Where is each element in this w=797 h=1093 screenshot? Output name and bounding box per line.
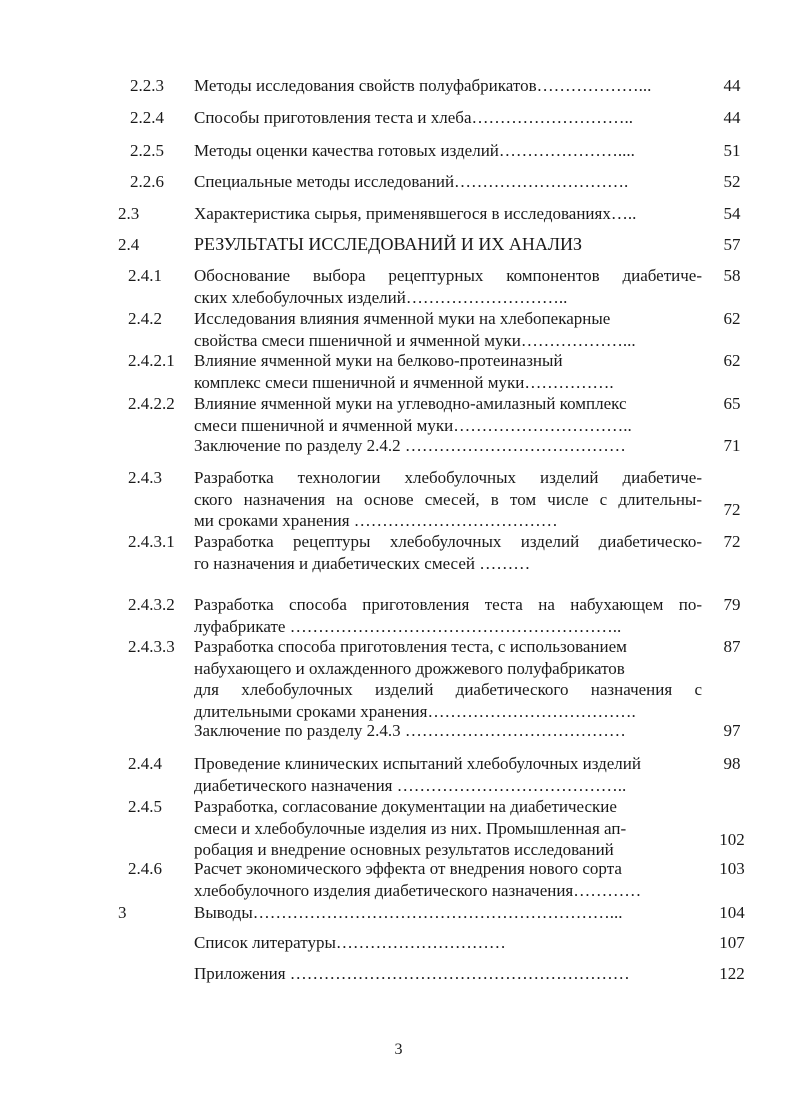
toc-entry-page: 58 — [723, 266, 741, 285]
toc-entry-number: 2.4.3 — [128, 468, 162, 487]
toc-entry-title-line: Специальные методы исследований…………………………. — [194, 172, 629, 191]
toc-entry-page: 44 — [723, 76, 741, 95]
toc-entry-title-line: робация и внедрение основных результатов исследований — [194, 840, 614, 859]
toc-entry-number: 2.4.5 — [128, 797, 162, 816]
toc-entry-title-line: хлебобулочного изделия диабетического назначения………… — [194, 880, 642, 900]
toc-entry-title — [194, 75, 702, 97]
toc-entry-title-line: Приложения …………………………………………………… — [194, 964, 630, 983]
toc-entry-page: 72 — [723, 532, 741, 551]
toc-entry-number: 2.4.6 — [128, 859, 162, 878]
toc-entry-page: 104 — [719, 903, 745, 922]
toc-entry-title-line: Проведение клинических испытаний хлебобулочных изделий — [194, 754, 641, 773]
toc-entry-title-line: комплекс смеси пшеничной и ячменной муки……………. — [194, 372, 614, 392]
toc-entry-title-line: Исследования влияния ячменной муки на хлебопекарные — [194, 309, 611, 328]
toc-entry-title — [194, 203, 702, 225]
toc-entry-title-line: набухающего и охлажденного дрожжевого полуфабрикатов — [194, 658, 625, 678]
toc-entry-number: 2.4.3.2 — [128, 595, 175, 614]
toc-entry-page: 57 — [723, 235, 741, 254]
toc-entry-title — [194, 963, 702, 985]
toc-entry-number: 2.2.6 — [130, 172, 164, 191]
toc-entry-page: 52 — [723, 172, 741, 191]
toc-entry-title-line: Разработка, согласование документации на диабетические — [194, 797, 617, 816]
toc-entry-title-line: свойства смеси пшеничной и ячменной муки………………... — [194, 330, 636, 350]
toc-entry-title-line: луфабрикате ………………………………………………….. — [194, 616, 622, 636]
toc-entry-title-line: Заключение по разделу 2.4.2 ………………………………… — [194, 436, 626, 455]
toc-entry-title-line: го назначения и диабетических смесей ……… — [194, 553, 531, 573]
toc-entry-title-line: ского назначения на основе смесей, в том числе с длительны- — [194, 489, 702, 509]
toc-entry-page: 87 — [723, 637, 741, 656]
toc-entry-title-line: Разработка технологии хлебобулочных изделий диабетиче- — [194, 468, 702, 487]
toc-entry-title — [194, 858, 702, 901]
toc-entry-page: 79 — [723, 595, 741, 614]
toc-entry-title-line: ских хлебобулочных изделий……………………….. — [194, 287, 568, 307]
toc-entry-title-line: Обоснование выбора рецептурных компонентов диабетиче- — [194, 266, 702, 285]
toc-entry-page: 102 — [719, 830, 745, 850]
toc-entry-title-line: Влияние ячменной муки на белково-протеиназный — [194, 351, 563, 370]
toc-entry-title-line: для хлебобулочных изделий диабетического назначения с — [194, 680, 702, 699]
toc-entry-page: 107 — [719, 933, 745, 952]
toc-entry-page: 51 — [723, 141, 741, 160]
toc-entry-number: 2.4.1 — [128, 266, 162, 285]
toc-entry-page: 103 — [719, 859, 745, 878]
toc-entry-title — [194, 393, 702, 436]
toc-entry-page: 65 — [723, 394, 741, 413]
toc-entry-title — [194, 902, 702, 924]
toc-entry-number: 3 — [118, 903, 127, 922]
toc-entry-title-line: Разработка рецептуры хлебобулочных изделий диабетическо- — [194, 532, 702, 551]
toc-entry-title — [194, 467, 702, 532]
page-number: 3 — [394, 1041, 403, 1058]
toc-entry-title — [194, 350, 702, 393]
toc-entry-number: 2.4.2 — [128, 309, 162, 328]
toc-entry-page: 97 — [723, 721, 741, 740]
toc-entry-page: 62 — [723, 351, 741, 370]
toc-entry-title-line: ми сроками хранения ……………………………… — [194, 511, 558, 530]
toc-entry-title-line: диабетического назначения ………………………………….. — [194, 775, 627, 795]
toc-entry-number: 2.4 — [118, 235, 140, 254]
toc-entry-page: 62 — [723, 309, 741, 328]
toc-entry-title — [194, 531, 702, 574]
toc-entry-title — [194, 308, 702, 351]
toc-entry-number: 2.2.5 — [130, 141, 164, 160]
toc-entry-title — [194, 265, 702, 308]
toc-entry-number: 2.4.4 — [128, 754, 162, 773]
toc-entry-page: 72 — [723, 500, 741, 520]
toc-entry-number: 2.2.3 — [130, 76, 164, 95]
toc-entry-number: 2.2.4 — [130, 108, 164, 127]
toc-entry-title — [194, 720, 702, 742]
toc-entry-title-line: смеси пшеничной и ячменной муки………………………….. — [194, 415, 632, 435]
toc-entry-page: 122 — [719, 964, 745, 983]
toc-entry-title-line: Выводы………………………………………………………... — [194, 903, 623, 922]
toc-entry-page: 54 — [723, 204, 741, 223]
toc-entry-title-line: Способы приготовления теста и хлеба……………………….. — [194, 108, 633, 127]
toc-entry-title-line: Методы оценки качества готовых изделий………………….... — [194, 141, 635, 160]
toc-entry-title-line: смеси и хлебобулочные изделия из них. Промышленная ап- — [194, 818, 627, 838]
toc-entry-number: 2.4.2.2 — [128, 394, 175, 413]
toc-entry-title — [194, 435, 702, 457]
toc-entry-title — [194, 594, 702, 637]
toc-entry-page: 98 — [723, 754, 741, 773]
toc-entry-title-line: длительными сроками хранения………………………………. — [194, 701, 636, 721]
toc-entry-number: 2.4.3.1 — [128, 532, 175, 551]
toc-entry-title — [194, 753, 702, 796]
toc-entry-title — [194, 796, 702, 861]
toc-entry-title-line: Заключение по разделу 2.4.3 ………………………………… — [194, 721, 626, 740]
toc-entry-page: 71 — [723, 436, 741, 455]
toc-entry-title-line: Влияние ячменной муки на углеводно-амилазный комплекс — [194, 394, 627, 413]
toc-entry-title-line: Характеристика сырья, применявшегося в исследованиях….. — [194, 204, 637, 223]
toc-entry-title — [194, 140, 702, 162]
toc-entry-number: 2.3 — [118, 204, 140, 223]
toc-entry-title — [194, 636, 702, 722]
toc-entry-title-line: Разработка способа приготовления теста, с использованием — [194, 637, 627, 656]
toc-entry-title-line: Методы исследования свойств полуфабрикатов………………... — [194, 76, 652, 95]
toc-entry-title-line: Список литературы………………………… — [194, 933, 506, 952]
toc-entry-number: 2.4.3.3 — [128, 637, 175, 656]
toc-entry-title — [194, 171, 702, 193]
toc-entry-title — [194, 234, 702, 256]
toc-entry-title-line: РЕЗУЛЬТАТЫ ИССЛЕДОВАНИЙ И ИХ АНАЛИЗ — [194, 234, 583, 254]
toc-entry-page: 44 — [723, 108, 741, 127]
toc-entry-number: 2.4.2.1 — [128, 351, 175, 370]
toc-entry-title-line: Разработка способа приготовления теста на набухающем по- — [194, 595, 702, 614]
toc-entry-title — [194, 932, 702, 954]
toc-entry-title — [194, 107, 702, 129]
toc-entry-title-line: Расчет экономического эффекта от внедрения нового сорта — [194, 859, 622, 878]
